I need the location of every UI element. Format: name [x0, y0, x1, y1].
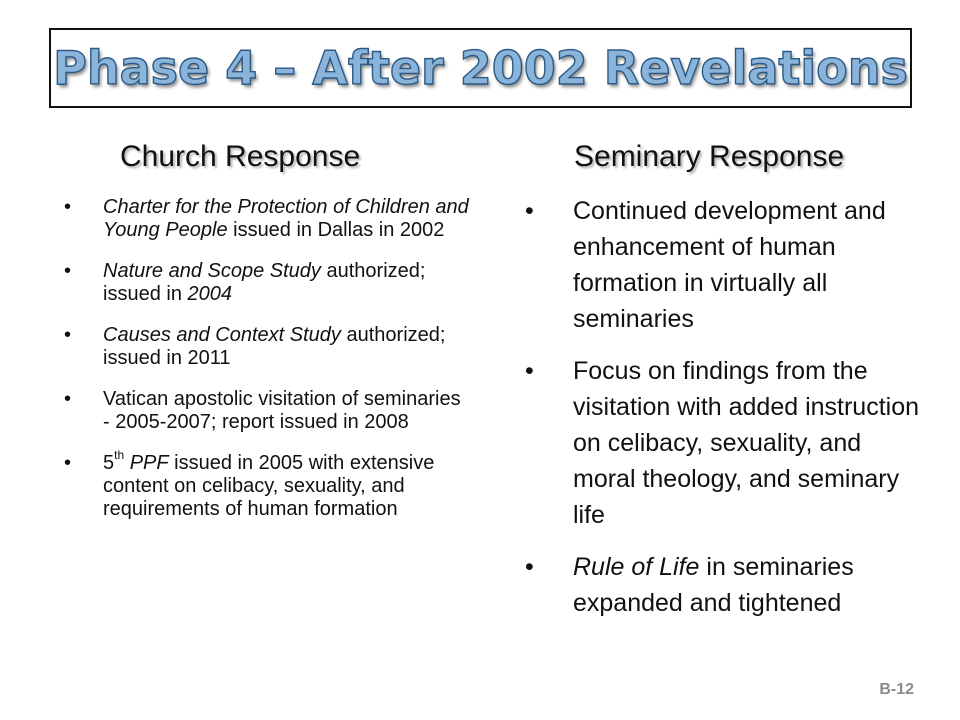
- bullet-icon: •: [525, 357, 534, 385]
- seminary-response-list: [523, 193, 923, 637]
- slide-title: Phase 4 – After 2002 Revelations: [53, 41, 908, 95]
- list-item: [62, 448, 472, 521]
- list-item: [523, 549, 923, 621]
- list-item: [62, 324, 472, 370]
- item-italic-text: Rule of Life: [573, 553, 700, 581]
- item-italic-text: Causes and Context Study: [103, 324, 341, 346]
- item-text: issued in Dallas in 2002: [227, 219, 445, 241]
- bullet-icon: •: [64, 452, 72, 474]
- bullet-icon: •: [525, 553, 534, 581]
- list-item: [523, 353, 923, 533]
- bullet-icon: •: [64, 260, 72, 282]
- item-text: authorized; issued in 2011: [103, 324, 446, 369]
- bullet-icon: •: [525, 197, 534, 225]
- item-text: Continued development and enhancement of human formation in virtually all seminaries: [573, 197, 886, 333]
- item-text: Vatican apostolic visitation of seminaries - 2005-2007; report issued in 2008: [103, 388, 461, 433]
- item-italic-text: Nature and Scope Study: [103, 260, 321, 282]
- list-item: [62, 196, 472, 242]
- bullet-icon: •: [64, 196, 72, 218]
- item-italic-text: PPF: [129, 452, 169, 474]
- bullet-icon: •: [64, 388, 72, 410]
- title-box: [49, 28, 912, 108]
- item-text: issued in 2005 with extensive content on celibacy, sexuality, and requirements of human formation: [103, 452, 435, 520]
- item-text: authorized; issued in: [103, 260, 426, 305]
- item-text: 5: [103, 452, 115, 474]
- seminary-response-heading: Seminary Response: [574, 140, 845, 173]
- item-italic-text: Charter for the Protection of Children and Young People: [103, 196, 469, 241]
- church-response-list: [62, 196, 472, 539]
- slide-number: B-12: [879, 681, 914, 698]
- item-text: in seminaries expanded and tightened: [573, 553, 854, 617]
- item-italic-text: 2004: [187, 283, 232, 305]
- bullet-icon: •: [64, 324, 72, 346]
- church-response-heading: Church Response: [120, 140, 361, 173]
- ordinal-suffix: th: [114, 448, 125, 463]
- item-text: Focus on findings from the visitation with added instruction on celibacy, sexuality, and moral theology, and seminary life: [573, 357, 920, 529]
- list-item: [62, 260, 472, 306]
- list-item: [62, 388, 472, 434]
- list-item: [523, 193, 923, 337]
